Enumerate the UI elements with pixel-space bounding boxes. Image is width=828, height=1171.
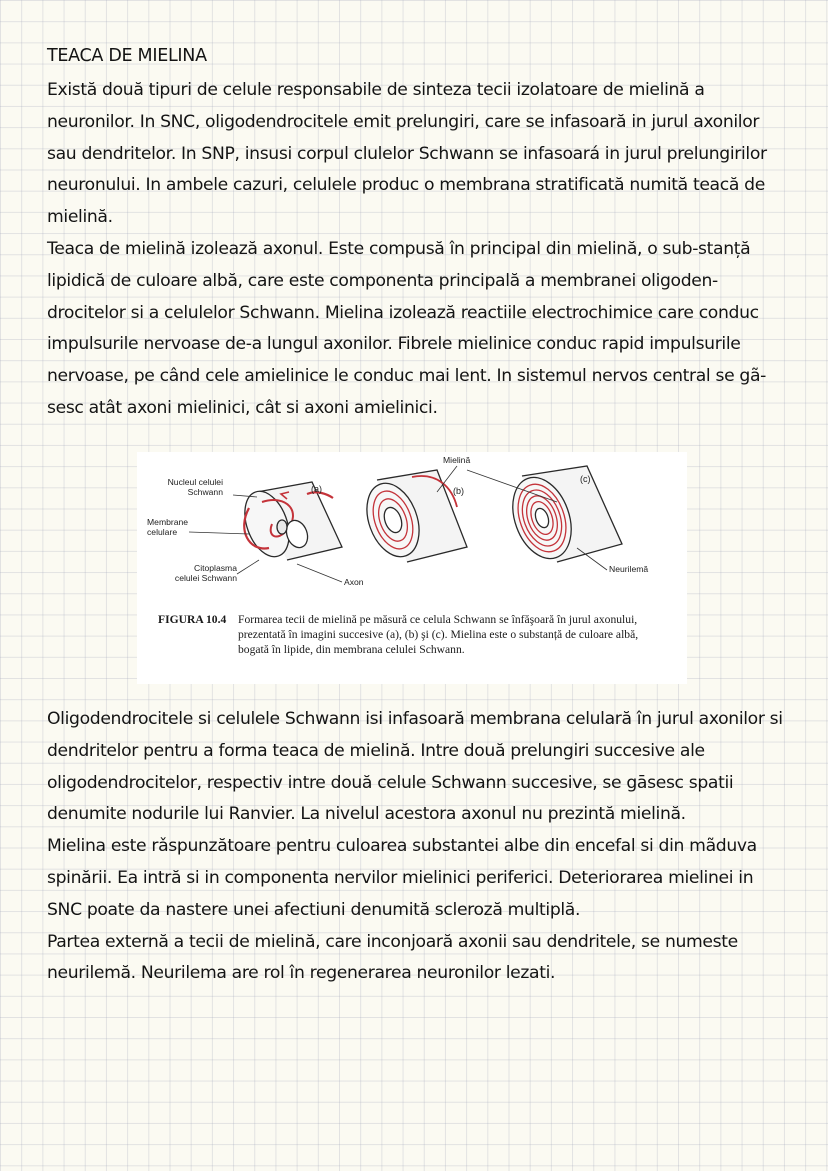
label-membranes: Membrane celulare (147, 517, 189, 537)
text-line: Teaca de mielină izolează axonul. Este compusă în principal din mielină, o sub-stanță (47, 238, 751, 259)
text-line: neuronilor. In SNC, oligodendrocitele emit prelungiri, care se infasoară in jurul axonilor (47, 111, 760, 132)
text-line: SNC poate da nastere unei afectiuni denumită scleroză multiplă. (47, 899, 581, 920)
label-neurilemma: Neurilemă (609, 564, 649, 574)
text-line: sau dendritelor. In SNP, insusi corpul clulelor Schwann se infasoará in jurul prelungirilor (47, 143, 767, 164)
text-line: mielină. (47, 207, 113, 228)
myelin-formation-figure (137, 452, 687, 684)
text-line: sesc atât axoni mielinici, cât si axoni amielinici. (47, 397, 438, 418)
text-line: denumite nodurile lui Ranvier. La nivelul acestora axonul nu prezintă mielină. (47, 804, 686, 825)
stage-c-illustration (502, 466, 622, 567)
text-line: Oligodendrocitele si celulele Schwann isi infasoară membrana celulară în jurul axonilor si (47, 709, 783, 729)
label-stage-c: (c) (580, 474, 591, 484)
label-axon: Axon (344, 577, 364, 587)
paragraph-myelin-intro (47, 75, 807, 425)
text-line: Partea externă a tecii de mielină, care inconjoară axonii sau dendritele, se numeste (47, 931, 738, 952)
caption-text: Formarea tecii de mielină pe măsură ce celula Schwann se înfăşoară în jurul axonului, prezentată în imagini succesive (a), (b) şi (c). Mielina este o substanță de culoare albă, bogată în lipide, din membrana celulei Schwann. (238, 613, 639, 656)
text-line: dendritelor pentru a forma teaca de mielină. Intre două prelungiri succesive ale (47, 740, 705, 761)
stage-a-illustration (237, 482, 342, 563)
figure-caption (158, 612, 658, 657)
label-nucleus: Nucleul celulei Schwann (167, 477, 223, 497)
label-stage-b: (b) (453, 486, 464, 496)
text-line: lipidică de culoare albă, care este componenta principală a membranei oligoden- (47, 270, 718, 291)
label-stage-a: (a) (311, 484, 322, 494)
caption-label: FIGURA 10.4 (158, 613, 227, 626)
text-line: nervoase, pe când cele amielinice le conduc mai lent. In sistemul nervos central se gã- (47, 366, 767, 387)
text-line: neurilemă. Neurilema are rol în regenerarea neuronilor lezati. (47, 963, 556, 984)
text-line: spinării. Ea intră si in componenta nervilor mielinici periferici. Deteriorarea mielinei in (47, 867, 754, 888)
text-line: impulsurile nervoase de-a lungul axonilor. Fibrele mielinice conduc rapid impulsurile (47, 334, 741, 355)
section-title: TEACA DE MIELINA (47, 46, 207, 66)
stage-b-illustration (357, 470, 467, 564)
text-line: Mielina este rǎspunzătoare pentru culoarea substantei albe din encefal si din mãduva (47, 836, 757, 857)
text-line: neuronului. In ambele cazuri, celulele produc o membrana stratificată numită teacă de (47, 175, 765, 196)
text-line: oligodendrocitelor, respectiv intre două celule Schwann succesive, se gāsesc spatii (47, 772, 734, 793)
paragraph-myelin-details (47, 704, 807, 990)
label-cytoplasm: Citoplasma celulei Schwann (174, 563, 237, 583)
text-line: drocitelor si a celulelor Schwann. Mielina izolează reactiile electrochimice care conduc (47, 302, 759, 323)
text-line: Există două tipuri de celule responsabile de sinteza tecii izolatoare de mielină a (47, 80, 705, 100)
label-myelin: Mielină (443, 455, 471, 465)
